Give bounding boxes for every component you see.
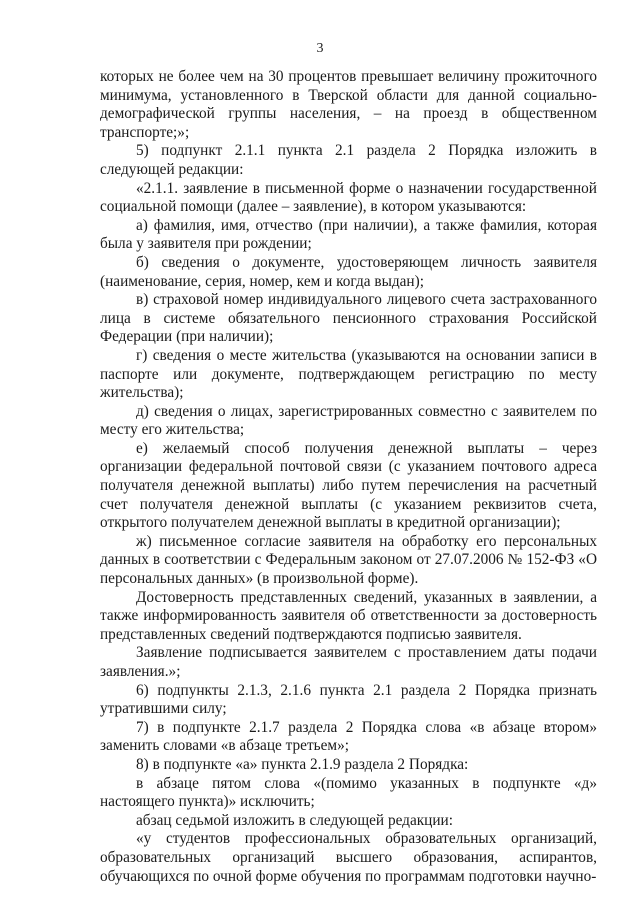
- paragraph-item-e: е) желаемый способ получения денежной выплаты – через организации федеральной почтовой связи (с указанием почтового адреса получателя денежной выплаты) либо путем перечисления на расчетный счет получателя денежной выплаты (с указанием реквизитов счета, открытого получателем денежной выплаты в кредитной организации);: [100, 439, 597, 532]
- paragraph-students: «у студентов профессиональных образовательных организаций, образовательных организаций высшего образования, аспирантов, обучающихся по очной форме обучения по программам подготовки научно-: [100, 830, 597, 885]
- paragraph-continuation: которых не более чем на 30 процентов превышает величину прожиточного минимума, установленного в Тверской области для данной социально-демографической группы населения, – на проезд в общественном транспорте;»;: [100, 68, 597, 141]
- paragraph-item-b: б) сведения о документе, удостоверяющем личность заявителя (наименование, серия, номер, кем и когда выдан);: [100, 253, 597, 290]
- paragraph-item-7: 7) в подпункте 2.1.7 раздела 2 Порядка слова «в абзаце втором» заменить словами «в абзаце третьем»;: [100, 718, 597, 755]
- paragraph-item-v: в) страховой номер индивидуального лицевого счета застрахованного лица в системе обязательного пенсионного страхования Российской Федерации (при наличии);: [100, 291, 597, 346]
- paragraph-item-d: д) сведения о лицах, зарегистрированных совместно с заявителем по месту его жительства;: [100, 402, 597, 439]
- paragraph-reliability: Достоверность представленных сведений, указанных в заявлении, а также информированность заявителя об ответственности за достоверность представленных сведений подтверждаются подписью заявителя.: [100, 588, 597, 643]
- paragraph-signature: Заявление подписывается заявителем с проставлением даты подачи заявления.»;: [100, 644, 597, 680]
- paragraph-item-g: г) сведения о месте жительства (указываются на основании записи в паспорте или документе, подтверждающем регистрацию по месту жительства);: [100, 346, 597, 402]
- paragraph-fifth-abzac: в абзаце пятом слова «(помимо указанных в подпункте «д» настоящего пункта)» исключить;: [100, 774, 597, 811]
- paragraph-item-5: 5) подпункт 2.1.1 пункта 2.1 раздела 2 Порядка изложить в следующей редакции:: [100, 142, 597, 178]
- paragraph-2-1-1: «2.1.1. заявление в письменной форме о назначении государственной социальной помощи (далее – заявление), в котором указываются:: [100, 179, 597, 216]
- paragraph-item-a: а) фамилия, имя, отчество (при наличии), а также фамилия, которая была у заявителя при рождении;: [100, 216, 597, 253]
- paragraph-seventh-abzac: абзац седьмой изложить в следующей редакции:: [136, 811, 453, 829]
- page-number: 3: [316, 41, 324, 56]
- paragraph-item-6: 6) подпункты 2.1.3, 2.1.6 пункта 2.1 раздела 2 Порядка признать утратившими силу;: [100, 681, 597, 718]
- paragraph-item-zh: ж) письменное согласие заявителя на обработку его персональных данных в соответствии с Федеральным законом от 27.07.2006 № 152-ФЗ «О персональных данных» (в произвольной форме).: [100, 532, 597, 588]
- document-body: [100, 68, 597, 886]
- paragraph-item-8: 8) в подпункте «а» пункта 2.1.9 раздела 2 Порядка:: [136, 755, 469, 773]
